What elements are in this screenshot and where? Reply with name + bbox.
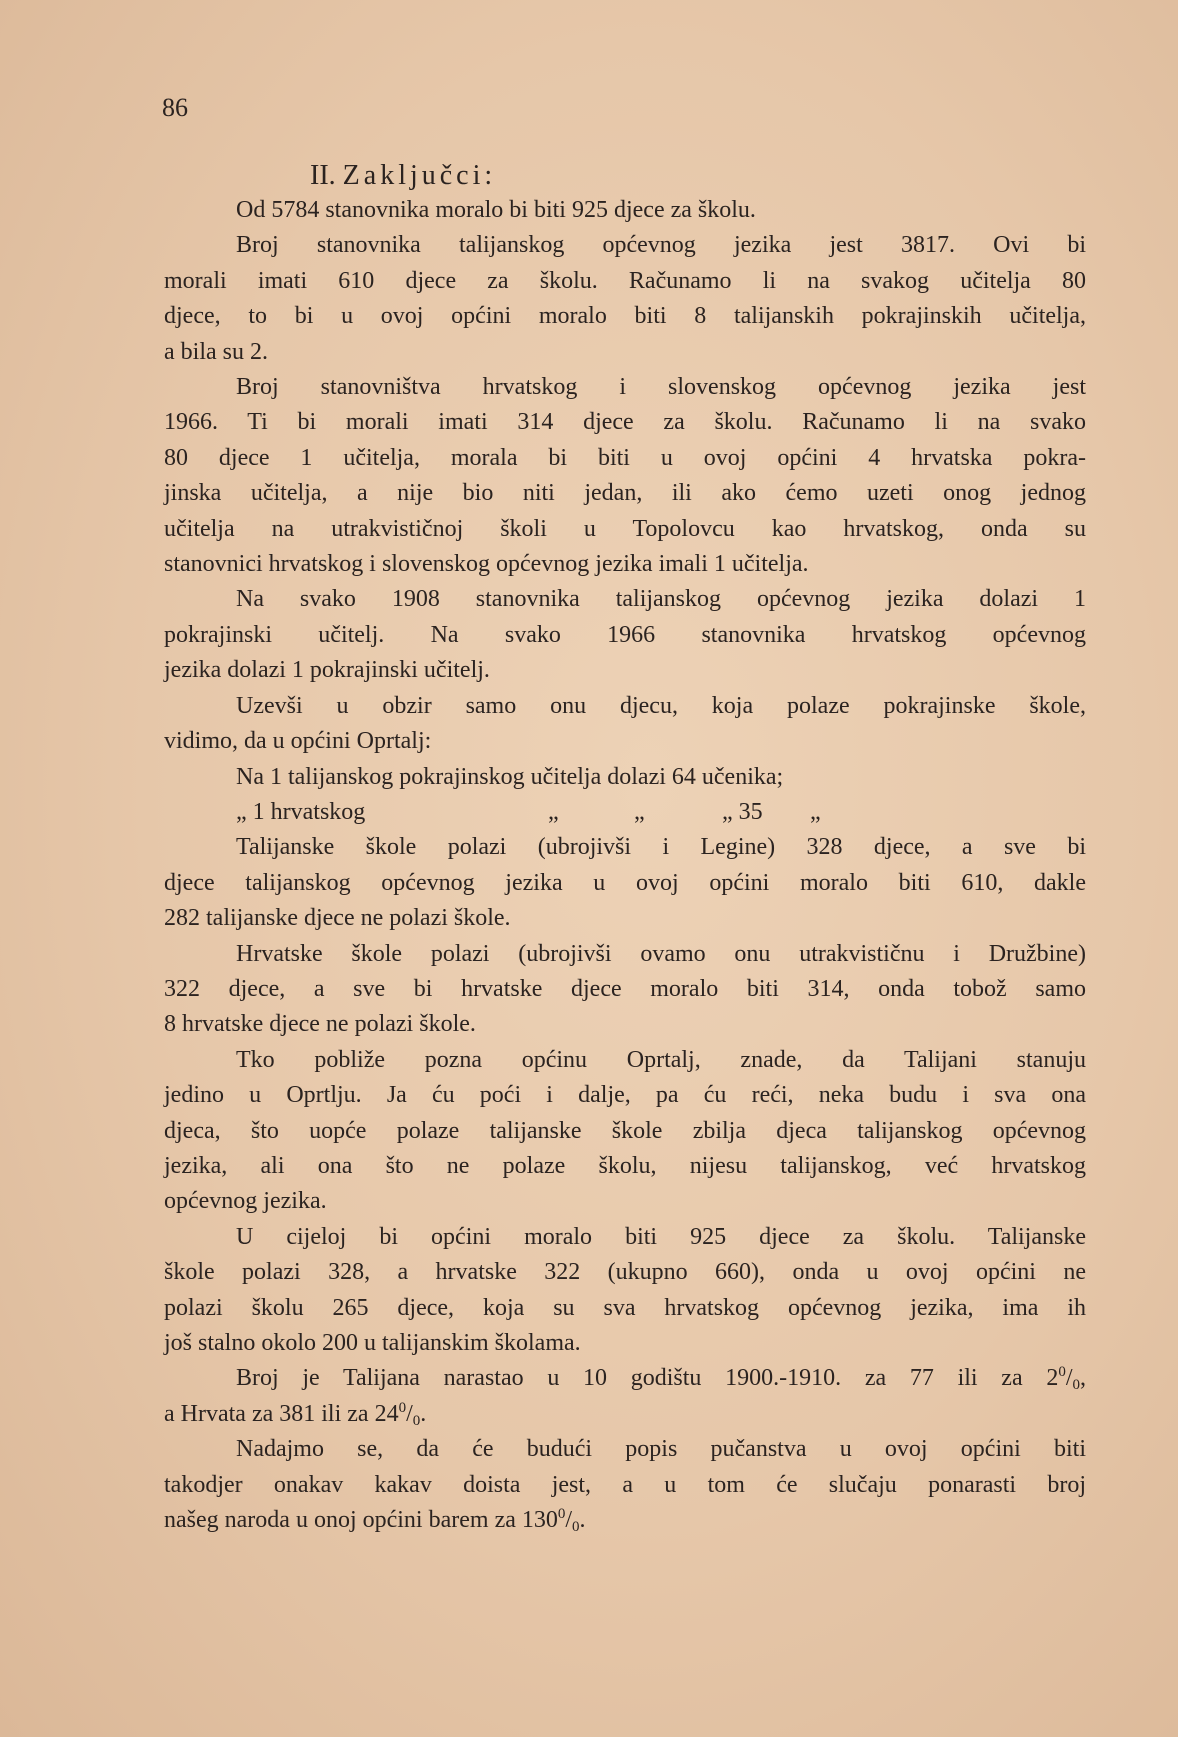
text-line: stanovnici hrvatskog i slovenskog općevnog jezika imali 1 učitelja. xyxy=(164,551,809,578)
percent-sup: 0 xyxy=(557,1506,566,1523)
percent-sub: 0 xyxy=(1072,1377,1080,1394)
line-tail: , xyxy=(1080,1365,1086,1392)
ratio-value: „ 35 xyxy=(722,798,763,825)
text-line: vidimo, da u općini Oprtalj: xyxy=(164,728,432,755)
text-line: djece, to bi u ovoj općini moralo biti 8 talijanskih pokrajinskih učitelja, xyxy=(164,303,1086,330)
text-line: 8 hrvatske djece ne polazi škole. xyxy=(164,1011,476,1038)
ratio-line-croatian xyxy=(164,795,1086,830)
text-line: 282 talijanske djece ne polazi škole. xyxy=(164,905,511,932)
text-line: Nadajmo se, da će budući popis pučanstva u ovoj općini biti xyxy=(236,1436,1086,1463)
paragraph-12 xyxy=(164,1361,1086,1432)
percent-sup: 0 xyxy=(1058,1364,1066,1381)
text-line: jedino u Oprtlju. Ja ću poći i dalje, pa ću reći, neka budu i sva ona xyxy=(164,1082,1086,1109)
text-line: jezika dolazi 1 pokrajinski učitelj. xyxy=(164,657,490,684)
section-heading xyxy=(310,158,496,194)
text-line xyxy=(164,1503,1086,1538)
paragraph-13 xyxy=(164,1432,1086,1538)
text-line: jinska učitelja, a nije bio niti jedan, ili ako ćemo uzeti onog jednog xyxy=(164,480,1086,507)
body-text xyxy=(164,193,1086,1538)
text-line: 80 djece 1 učitelja, morala bi biti u ovoj općini 4 hrvatska pokra- xyxy=(164,444,1086,471)
text-line: Tko pobliže pozna općinu Oprtalj, znade, da Talijani stanuju xyxy=(236,1046,1086,1073)
text-line: Na 1 talijanskog pokrajinskog učitelja dolazi 64 učenika; xyxy=(236,763,784,790)
line-tail: . xyxy=(579,1507,586,1534)
paragraph-1 xyxy=(164,193,1086,228)
text-line: Uzevši u obzir samo onu djecu, koja polaze pokrajinske škole, xyxy=(236,692,1086,719)
text-line: takodjer onakav kakav doista jest, a u tom će slučaju ponarasti broj xyxy=(164,1471,1086,1498)
line-text: a Hrvata za 381 ili za 24 xyxy=(164,1400,399,1427)
paragraph-5 xyxy=(164,689,1086,760)
ditto-mark: „ xyxy=(810,798,821,825)
percent-sup: 0 xyxy=(398,1399,407,1416)
text-line: djece talijanskog općevnog jezika u ovoj općini moralo biti 610, dakle xyxy=(164,869,1086,896)
text-line: još stalno okolo 200 u talijanskim školama. xyxy=(164,1330,581,1356)
percent-sub: 0 xyxy=(572,1519,580,1536)
paragraph-10 xyxy=(164,1043,1086,1220)
paragraph-9 xyxy=(164,937,1086,1043)
text-line: općevnog jezika. xyxy=(164,1188,327,1215)
text-line: Broj stanovništva hrvatskog i slovenskog općevnog jezika jest xyxy=(236,374,1086,401)
text-line: Talijanske škole polazi (ubrojivši i Legine) 328 djece, a sve bi xyxy=(236,834,1086,861)
text-line: pokrajinski učitelj. Na svako 1966 stanovnika hrvatskog općevnog xyxy=(164,621,1086,648)
text-line: škole polazi 328, a hrvatske 322 (ukupno 660), onda u ovoj općini ne xyxy=(164,1259,1086,1286)
text-line: morali imati 610 djece za školu. Računamo li na svakog učitelja 80 xyxy=(164,267,1086,294)
text-line: Od 5784 stanovnika moralo bi biti 925 djece za školu. xyxy=(236,197,756,223)
section-title: Zaključci: xyxy=(342,160,497,191)
line-text: našeg naroda u onoj općini barem za 130 xyxy=(164,1507,558,1534)
ditto-mark: „ xyxy=(548,798,559,825)
paragraph-8 xyxy=(164,830,1086,936)
text-line: a bila su 2. xyxy=(164,338,268,365)
text-line: 1966. Ti bi morali imati 314 djece za školu. Računamo li na svako xyxy=(164,409,1086,436)
text-line: U cijeloj bi općini moralo biti 925 djece za školu. Talijanske xyxy=(236,1223,1086,1250)
paragraph-4 xyxy=(164,582,1086,688)
section-numeral: II. xyxy=(310,160,336,191)
text-line: jezika, ali ona što ne polaze školu, nijesu talijanskog, već hrvatskog xyxy=(164,1152,1086,1179)
text-line: djeca, što uopće polaze talijanske škole zbilja djeca talijanskog općevnog xyxy=(164,1117,1086,1144)
page-number: 86 xyxy=(162,93,188,122)
text-line: učitelja na utrakvističnoj školi u Topolovcu kao hrvatskog, onda su xyxy=(164,515,1086,542)
ditto-mark: „ xyxy=(634,798,645,825)
text-line: polazi školu 265 djece, koja su sva hrvatskog općevnog jezika, ima ih xyxy=(164,1294,1086,1321)
line-text: Broj je Talijana narastao u 10 godištu 1900.-1910. za 77 ili za 2 xyxy=(236,1365,1059,1392)
percent-sub: 0 xyxy=(412,1412,421,1429)
percent-slash: / xyxy=(565,1507,573,1534)
text-line: Broj stanovnika talijanskog općevnog jezika jest 3817. Ovi bi xyxy=(236,232,1086,259)
line-tail: . xyxy=(420,1400,427,1427)
text-line: Hrvatske škole polazi (ubrojivši ovamo onu utrakvističnu i Družbine) xyxy=(236,940,1086,967)
text-line: 322 djece, a sve bi hrvatske djece moralo biti 314, onda tobož samo xyxy=(164,975,1086,1002)
text-line xyxy=(164,1397,1086,1432)
percent-slash: / xyxy=(1065,1365,1073,1392)
paragraph-2 xyxy=(164,228,1086,370)
percent-slash: / xyxy=(406,1400,413,1427)
ratio-line-italian xyxy=(164,760,1086,795)
ratio-label: „ 1 hrvatskog xyxy=(236,798,366,825)
text-line xyxy=(164,1361,1086,1396)
paragraph-3 xyxy=(164,370,1086,582)
text-line: Na svako 1908 stanovnika talijanskog općevnog jezika dolazi 1 xyxy=(236,586,1086,613)
paragraph-11 xyxy=(164,1220,1086,1362)
